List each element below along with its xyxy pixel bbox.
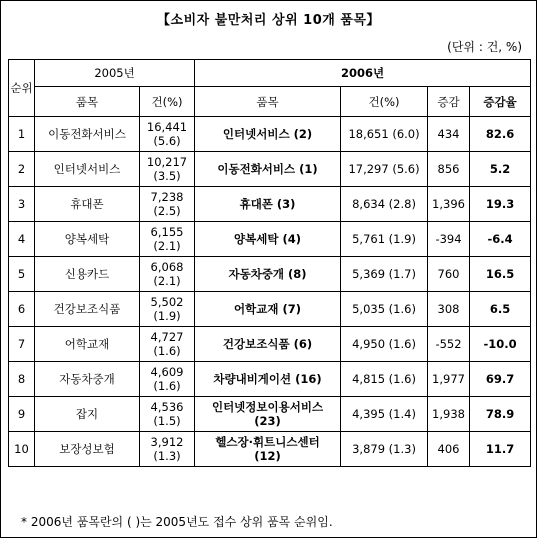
table-row [9, 117, 531, 152]
change-cell: 308 [428, 292, 470, 327]
count-2006-cell: 5,369 (1.7) [341, 257, 428, 292]
item-2005-cell: 이동전화서비스 [35, 117, 140, 152]
header-change: 증감 [428, 87, 470, 117]
rank-cell: 4 [9, 222, 35, 257]
table-row [9, 432, 531, 467]
count-value: 16,441 [146, 120, 188, 134]
count-2005-cell [140, 117, 195, 152]
rank-cell: 1 [9, 117, 35, 152]
header-row-columns [9, 87, 531, 117]
item-2006-cell: 건강보조식품 (6) [195, 327, 341, 362]
item-2005-cell: 잡지 [35, 397, 140, 432]
change-cell: 856 [428, 152, 470, 187]
percent-value: (1.6) [153, 379, 181, 393]
percent-value: (2.5) [153, 204, 181, 218]
change-rate-cell: 69.7 [470, 362, 531, 397]
item-2005-cell: 어학교재 [35, 327, 140, 362]
table-row [9, 222, 531, 257]
header-row-years [9, 60, 531, 87]
header-rank: 순위 [9, 60, 35, 117]
rank-cell: 6 [9, 292, 35, 327]
table-row [9, 257, 531, 292]
count-2006-cell: 5,035 (1.6) [341, 292, 428, 327]
count-2005-cell [140, 257, 195, 292]
item-2006-cell: 인터넷서비스 (2) [195, 117, 341, 152]
change-cell: 1,977 [428, 362, 470, 397]
header-2006: 2006년 [195, 60, 531, 87]
count-2005-cell [140, 292, 195, 327]
item-2006-cell: 헬스장·휘트니스센터 (12) [195, 432, 341, 467]
count-2005-cell [140, 362, 195, 397]
change-rate-cell: 6.5 [470, 292, 531, 327]
count-2006-cell: 18,651 (6.0) [341, 117, 428, 152]
rank-cell: 10 [9, 432, 35, 467]
table-body [9, 117, 531, 467]
count-2006-cell: 8,634 (2.8) [341, 187, 428, 222]
rank-cell: 8 [9, 362, 35, 397]
change-rate-cell: -6.4 [470, 222, 531, 257]
count-2006-cell: 4,950 (1.6) [341, 327, 428, 362]
item-2005-cell: 건강보조식품 [35, 292, 140, 327]
percent-value: (2.1) [153, 239, 181, 253]
item-2006-cell: 이동전화서비스 (1) [195, 152, 341, 187]
count-value: 7,238 [150, 190, 184, 204]
count-2005-cell [140, 222, 195, 257]
change-cell: 1,396 [428, 187, 470, 222]
item-2005-cell: 인터넷서비스 [35, 152, 140, 187]
count-value: 6,155 [150, 225, 184, 239]
rank-cell: 2 [9, 152, 35, 187]
item-2005-cell: 양복세탁 [35, 222, 140, 257]
table-row [9, 362, 531, 397]
percent-value: (2.1) [153, 274, 181, 288]
count-value: 4,727 [150, 330, 184, 344]
table-row [9, 187, 531, 222]
item-2006-cell: 차량내비게이션 (16) [195, 362, 341, 397]
percent-value: (5.6) [153, 134, 181, 148]
table-row [9, 152, 531, 187]
change-rate-cell: 78.9 [470, 397, 531, 432]
table-row [9, 292, 531, 327]
item-2005-cell: 자동차중개 [35, 362, 140, 397]
count-2005-cell [140, 152, 195, 187]
count-2006-cell: 17,297 (5.6) [341, 152, 428, 187]
header-2005: 2005년 [35, 60, 195, 87]
count-value: 4,609 [150, 365, 184, 379]
table-row [9, 327, 531, 362]
rank-cell: 9 [9, 397, 35, 432]
count-value: 4,536 [150, 400, 184, 414]
header-change-rate: 증감율 [470, 87, 531, 117]
percent-value: (1.5) [153, 414, 181, 428]
count-2006-cell: 4,815 (1.6) [341, 362, 428, 397]
percent-value: (1.6) [153, 344, 181, 358]
count-value: 3,912 [150, 435, 184, 449]
change-cell: 1,938 [428, 397, 470, 432]
percent-value: (1.9) [153, 309, 181, 323]
rank-cell: 7 [9, 327, 35, 362]
table-row [9, 397, 531, 432]
change-rate-cell: 19.3 [470, 187, 531, 222]
count-2006-cell: 3,879 (1.3) [341, 432, 428, 467]
change-rate-cell: -10.0 [470, 327, 531, 362]
count-2006-cell: 4,395 (1.4) [341, 397, 428, 432]
count-value: 10,217 [146, 155, 188, 169]
count-2005-cell [140, 432, 195, 467]
change-rate-cell: 11.7 [470, 432, 531, 467]
footnote: * 2006년 품목란의 ( )는 2005년도 접수 상위 품목 순위임. [21, 515, 333, 529]
change-cell: 760 [428, 257, 470, 292]
count-2005-cell [140, 187, 195, 222]
change-cell: 406 [428, 432, 470, 467]
item-2005-cell: 신용카드 [35, 257, 140, 292]
change-rate-cell: 16.5 [470, 257, 531, 292]
count-2005-cell [140, 327, 195, 362]
count-value: 5,502 [150, 295, 184, 309]
count-2005-cell [140, 397, 195, 432]
percent-value: (1.3) [153, 449, 181, 463]
unit-note: (단위 : 건, %) [447, 40, 522, 54]
percent-value: (3.5) [153, 169, 181, 183]
change-cell: -394 [428, 222, 470, 257]
change-cell: -552 [428, 327, 470, 362]
change-cell: 434 [428, 117, 470, 152]
rank-cell: 3 [9, 187, 35, 222]
change-rate-cell: 82.6 [470, 117, 531, 152]
item-2006-cell: 휴대폰 (3) [195, 187, 341, 222]
header-item-2006: 품목 [195, 87, 341, 117]
header-item-2005: 품목 [35, 87, 140, 117]
item-2006-cell: 양복세탁 (4) [195, 222, 341, 257]
item-2006-cell: 어학교재 (7) [195, 292, 341, 327]
item-2006-cell: 자동차중개 (8) [195, 257, 341, 292]
item-2006-cell: 인터넷정보이용서비스 (23) [195, 397, 341, 432]
change-rate-cell: 5.2 [470, 152, 531, 187]
item-2005-cell: 휴대폰 [35, 187, 140, 222]
item-2005-cell: 보장성보험 [35, 432, 140, 467]
page-title: 【소비자 불만처리 상위 10개 품목】 [157, 13, 380, 28]
complaints-table [8, 59, 531, 467]
count-value: 6,068 [150, 260, 184, 274]
header-count-2006: 건(%) [341, 87, 428, 117]
rank-cell: 5 [9, 257, 35, 292]
count-2006-cell: 5,761 (1.9) [341, 222, 428, 257]
header-count-2005: 건(%) [140, 87, 195, 117]
